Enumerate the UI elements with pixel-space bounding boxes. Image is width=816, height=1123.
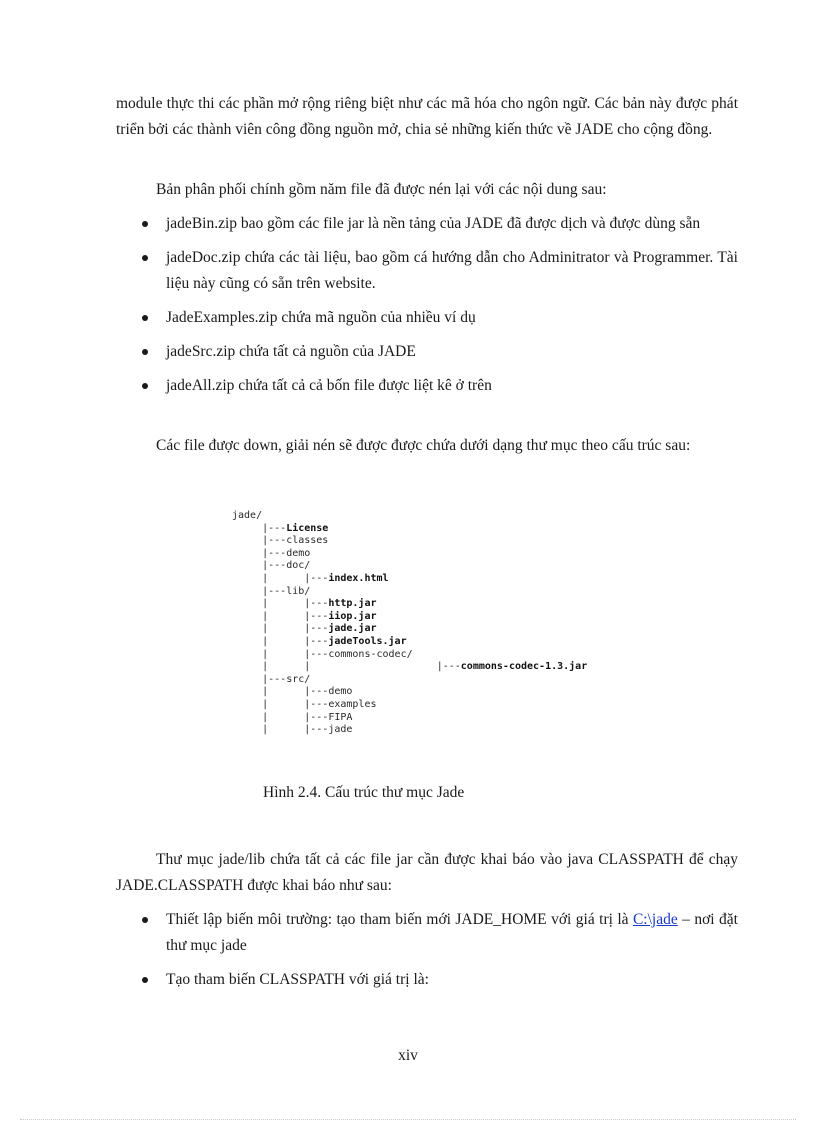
list-item [116, 305, 738, 331]
tree-license: License [286, 522, 329, 534]
classpath-steps-list [116, 907, 738, 993]
list-item-text: jadeBin.zip bao gồm các file jar là nền tảng của JADE đã được dịch và được dùng sẵn [166, 215, 701, 232]
figure-caption: Hình 2.4. Cấu trúc thư mục Jade [263, 784, 465, 801]
list-item-text: jadeAll.zip chứa tất cả cả bốn file được liệt kê ở trên [166, 377, 492, 394]
tree-jadetools-jar: jadeTools.jar [328, 635, 407, 647]
tree-src-examples: examples [328, 698, 377, 710]
paragraph-4: Thư mục jade/lib chứa tất cả các file jar cần được khai báo vào java CLASSPATH để chạy JADE.CLASSPATH được khai báo như sau: [116, 851, 738, 894]
list-item [116, 339, 738, 365]
paragraph-2: Bản phân phối chính gồm năm file đã được nén lại với các nội dung sau: [156, 181, 607, 198]
bullet-icon [142, 917, 148, 923]
tree-src-fipa: FIPA [328, 711, 353, 723]
distribution-file-list [116, 211, 738, 399]
tree-commons-jar: commons-codec-1.3.jar [460, 661, 588, 673]
list-item-text: Tạo tham biến CLASSPATH với giá trị là: [166, 971, 429, 988]
list-item-text: JadeExamples.zip chứa mã nguồn của nhiều ví dụ [166, 309, 476, 326]
list-item [116, 373, 738, 399]
tree-src: src/ [286, 673, 311, 685]
tree-http-jar: http.jar [328, 598, 377, 610]
list-item [116, 907, 738, 959]
tree-lib: lib/ [286, 585, 311, 597]
bullet-icon [142, 383, 148, 389]
page-bottom-divider [20, 1119, 796, 1120]
list-item-suffix: – nơi đặt thư mục jade [166, 911, 738, 954]
list-item [116, 245, 738, 297]
tree-commons-dir: commons-codec/ [328, 648, 413, 660]
list-item-text: jadeDoc.zip chứa các tài liệu, bao gồm cá hướng dẫn cho Adminitrator và Programmer. Tài liệu này cũng có sẵn trên website. [166, 249, 738, 292]
bullet-icon [142, 977, 148, 983]
jade-path-link[interactable]: C:\jade [632, 911, 678, 928]
list-item-text: jadeSrc.zip chứa tất cả nguồn của JADE [166, 343, 416, 360]
paragraph-3: Các file được down, giải nén sẽ được được chứa dưới dạng thư mục theo cấu trúc sau: [156, 437, 691, 454]
tree-root: jade/ [232, 510, 263, 521]
paragraph-1: module thực thi các phần mở rộng riêng biệt như các mã hóa cho ngôn ngữ. Các bản này được phát triển bởi các thành viên công đồng nguồn mở, chia sẻ những kiến thức về JADE cho cộng đồng. [116, 95, 738, 138]
tree-jade-jar: jade.jar [328, 623, 377, 635]
directory-tree-figure: jade/ |---License |---classes |---demo |---doc/ | |---index.html |---lib/ | |---http.jar | |---iiop.jar | |---jade.jar | |---jadeTools.jar | |---commons-codec/ | | |---commons-codec-1.3.jar |---src/ | |---demo | |---examples | |---FIPA | |---jade [232, 510, 588, 736]
tree-src-jade: jade [328, 724, 353, 736]
bullet-icon [142, 221, 148, 227]
bullet-icon [142, 315, 148, 321]
list-item-text: Thiết lập biến môi trường: tạo tham biến mới JADE_HOME với giá trị là [166, 911, 629, 928]
bullet-icon [142, 349, 148, 355]
tree-demo: demo [286, 547, 311, 559]
tree-iiop-jar: iiop.jar [328, 610, 377, 622]
bullet-icon [142, 255, 148, 261]
list-item [116, 211, 738, 237]
tree-classes: classes [286, 535, 329, 547]
list-item [116, 967, 738, 993]
page-number: xiv [398, 1047, 418, 1064]
tree-src-demo: demo [328, 686, 353, 698]
tree-doc: doc/ [286, 560, 311, 572]
tree-index: index.html [328, 572, 389, 584]
